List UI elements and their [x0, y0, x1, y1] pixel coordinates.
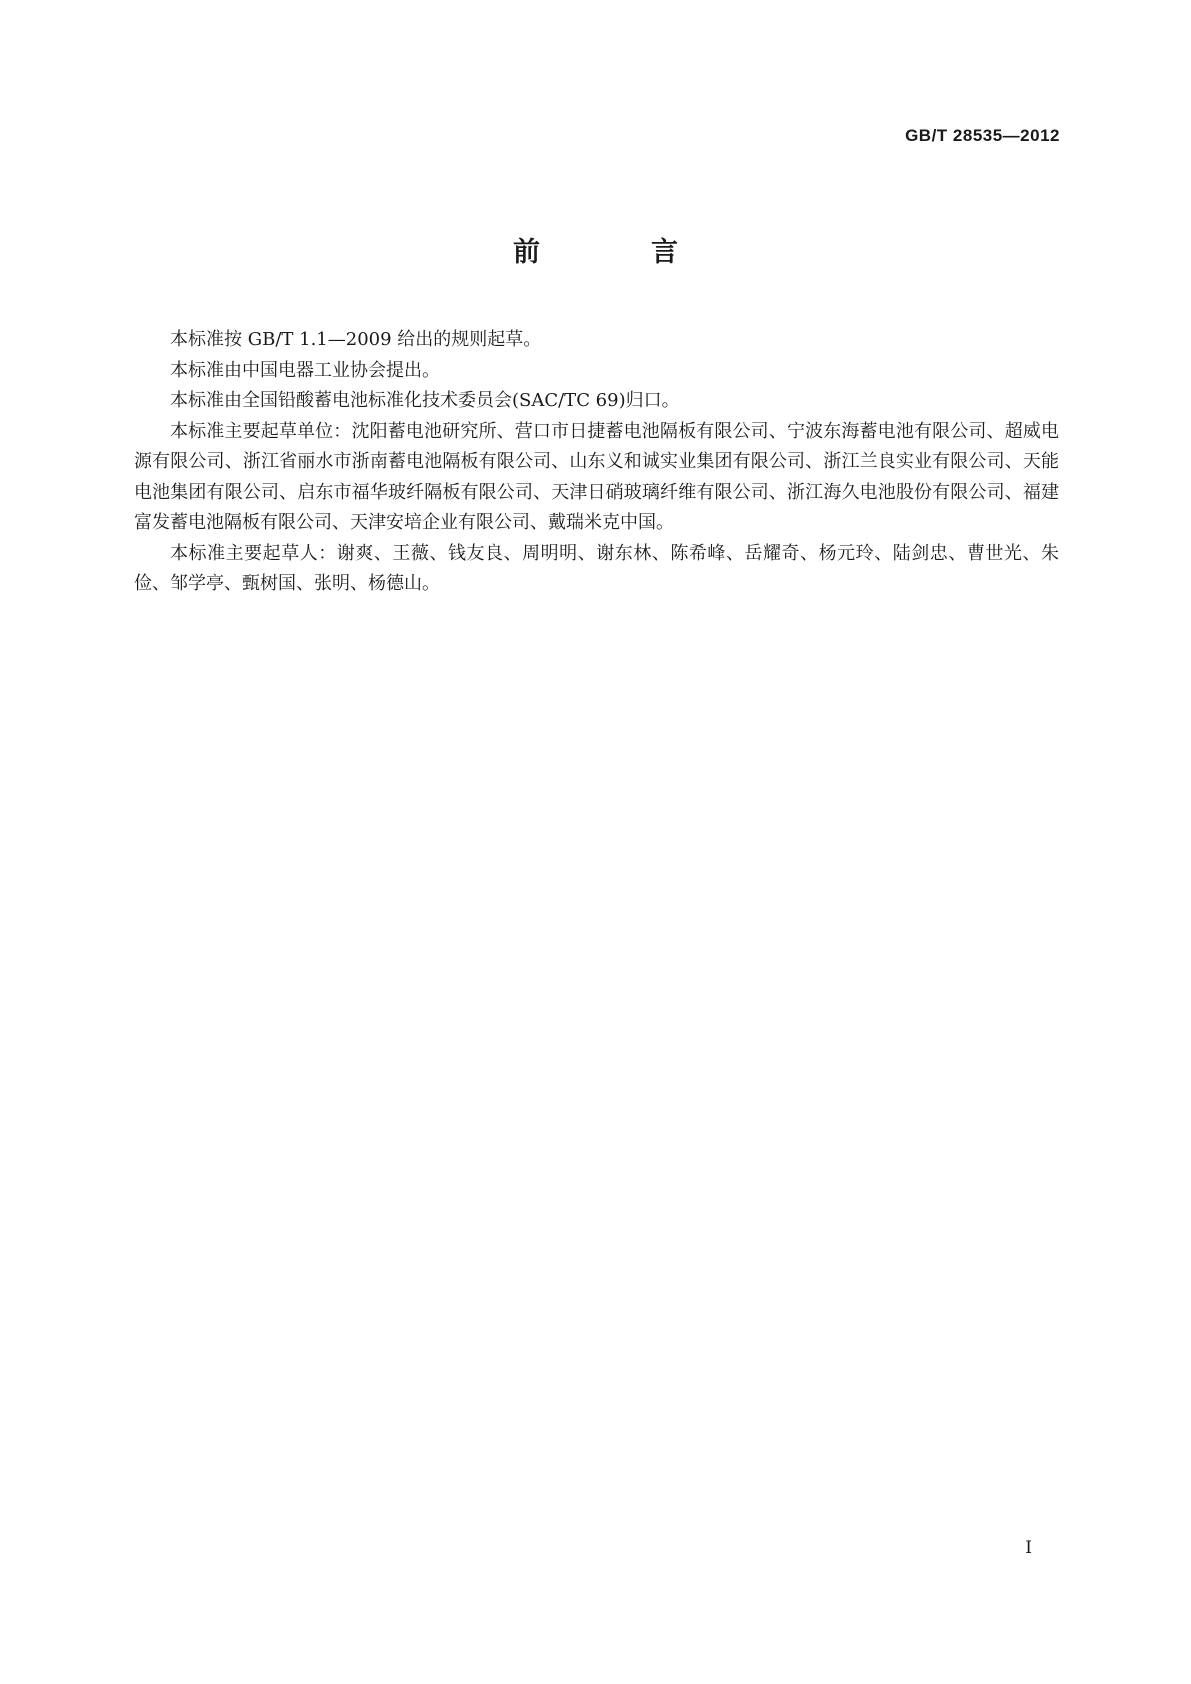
paragraph-drafters: 本标准主要起草人：谢爽、王薇、钱友良、周明明、谢东林、陈希峰、岳耀奇、杨元玲、陆剑忠、曹世光、朱俭、邹学亭、甄树国、张明、杨德山。 [134, 542, 1059, 594]
paragraph-drafting-units: 本标准主要起草单位：沈阳蓄电池研究所、营口市日捷蓄电池隔板有限公司、宁波东海蓄电池有限公司、超威电源有限公司、浙江省丽水市浙南蓄电池隔板有限公司、山东义和诚实业集团有限公司、浙江兰良实业有限公司、天能电池集团有限公司、启东市福华玻纤隔板有限公司、天津日硝玻璃纤维有限公司、浙江海久电池股份有限公司、福建富发蓄电池隔板有限公司、天津安培企业有限公司、戴瑞米克中国。 [134, 420, 1059, 533]
page-number: I [1025, 1538, 1032, 1558]
foreword-body [134, 325, 1059, 600]
page-title: 前 言 [513, 237, 720, 268]
paragraph-proposer: 本标准由中国电器工业协会提出。 [170, 359, 440, 381]
paragraph-drafting-rules: 本标准按 GB/T 1.1—2009 给出的规则起草。 [170, 329, 542, 350]
paragraph-technical-committee: 本标准由全国铅酸蓄电池标准化技术委员会(SAC/TC 69)归口。 [170, 390, 680, 411]
document-code: GB/T 28535—2012 [905, 126, 1060, 145]
